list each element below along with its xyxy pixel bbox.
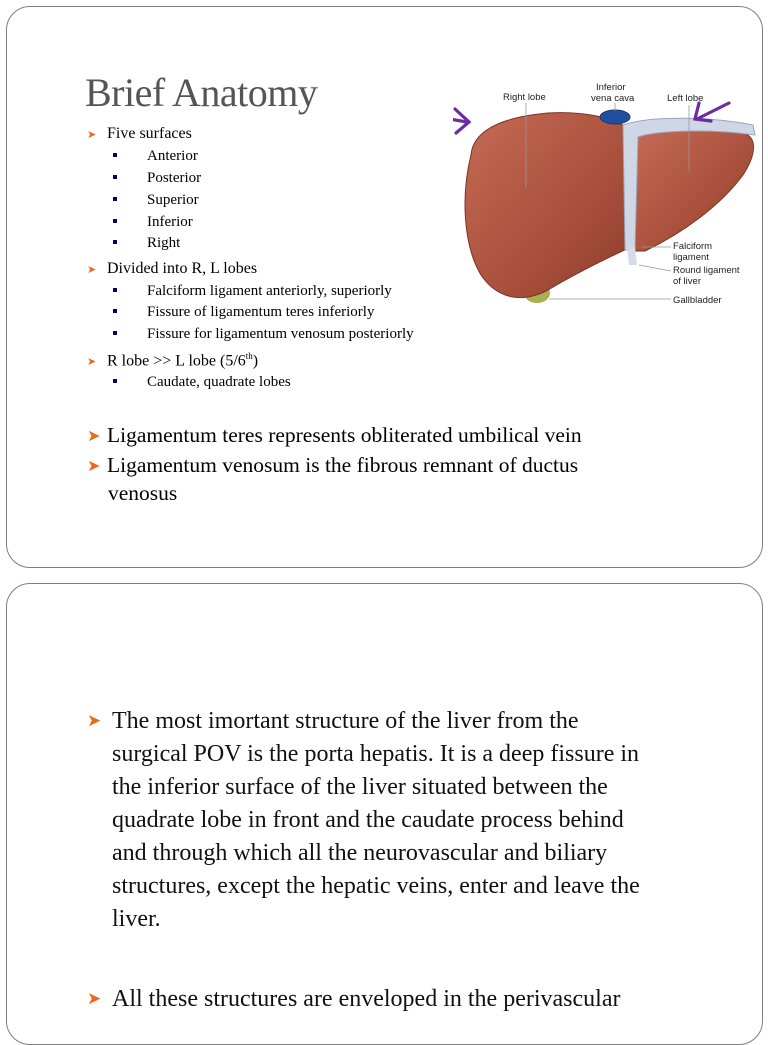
square-bullet-icon [113,379,117,383]
note-ligamentum-teres: ➤ Ligamentum teres represents obliterated umbilical vein [87,422,687,450]
square-bullet-icon [113,331,117,335]
slide-porta-hepatis [6,583,763,1045]
right-lobe-shape [465,113,631,298]
arrow-bullet-icon: ➤ [87,458,101,475]
inferior-vena-cava-shape [600,110,630,124]
sub-bullet: Falciform ligament anteriorly, superiorly [113,283,392,300]
square-bullet-icon [113,153,117,157]
label-falciform: Falciform [673,241,713,252]
square-bullet-icon [113,288,117,292]
sub-bullet: Fissure for ligamentum venosum posteriorly [113,326,414,343]
arrow-bullet-icon: ➤ [87,989,102,1008]
bullet-lobe-ratio: ➤ R lobe >> L lobe (5/6th) [87,351,259,370]
arrow-bullet-icon: ➤ [87,711,102,730]
label-ivc: vena cava [591,93,635,104]
arrow-bullet-icon: ➤ [87,428,101,445]
left-lobe-shape [635,128,754,251]
sub-bullet: Anterior [113,148,198,165]
label-round-ligament: Round ligament [673,265,740,276]
arrow-bullet-icon: ➤ [87,356,97,369]
sub-bullet: Inferior [113,214,193,231]
slide-brief-anatomy [6,6,763,568]
label-falciform: ligament [673,252,709,263]
label-ivc: Inferior [596,82,626,93]
square-bullet-icon [113,175,117,179]
label-round-ligament: of liver [673,276,701,287]
square-bullet-icon [113,197,117,201]
label-right-lobe: Right lobe [503,92,546,103]
sub-bullet: Posterior [113,170,201,187]
liver-anatomy-figure [453,75,763,325]
arrow-bullet-icon: ➤ [87,264,97,276]
square-bullet-icon [113,240,117,244]
slide-title: Brief Anatomy [85,70,318,115]
sub-bullet: Superior [113,192,199,209]
square-bullet-icon [113,219,117,223]
note-ligamentum-venosum: ➤ Ligamentum venosum is the fibrous remnant of ductus venosus [87,453,579,505]
paragraph-perivascular: ➤ All these structures are enveloped in the perivascular [87,982,737,1016]
bullet-divided-lobes: ➤ Divided into R, L lobes [87,260,258,277]
pointer-arrow-icon [695,103,729,121]
pointer-arrow-icon [453,109,469,133]
bullet-five-surfaces: ➤ Five surfaces [87,125,192,142]
label-left-lobe: Left lobe [667,93,704,104]
sub-bullet: Right [113,235,180,252]
label-gallbladder: Gallbladder [673,295,722,306]
sub-bullet: Caudate, quadrate lobes [113,374,291,391]
square-bullet-icon [113,309,117,313]
arrow-bullet-icon: ➤ [87,129,97,141]
paragraph-porta-hepatis: ➤ The most imortant structure of the liver from the surgical POV is the porta hepatis. It is a deep fissure in the inferior surface of the liver situated between the quadrate lobe in front and the caudate process behind and through which all the neurovascular and biliary structures, except the hepatic veins, enter and leave the liver. [87,704,737,936]
sub-bullet: Fissure of ligamentum teres inferiorly [113,304,374,321]
